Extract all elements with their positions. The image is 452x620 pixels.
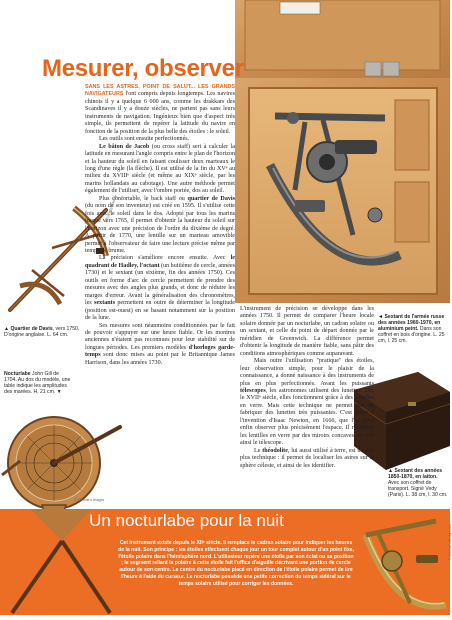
- paragraph-horloges: Ses mesures sont néanmoins conditionnées par le fait de pouvoir s'appuyer sur une heure fiable. Or les montres anciennes n'étaient pas reconnues pour leur stabilité sur de longues périodes. Les premiers modèles d'horloges garde-temps sont donc mises au point par le Britannique James Harrison, dans les années 1730.: [85, 322, 235, 366]
- nocturlabe-photo-credit: © Christie's Images: [74, 498, 105, 502]
- paragraph-davis: Plus confortable, le back staff ou quartier de Davis (du nom de son inventeur) est créé en 1595. Il s'utilise cette fois avec le soleil dans le dos. Adopté par tous les marins jusque vers 1765, il permet d'obtenir la hauteur du soleil sur l'horizon avec une précision de l'ordre du dixième de degré. À partir de 1770, une lentille sur un marteau amovible permet à l'observateur de faire une lecture précise même par temps de brume.: [85, 195, 235, 254]
- article-column-1: [85, 84, 235, 367]
- kicker: SANS LES ASTRES, POINT DE SALUT... LES GRANDS NAVIGATEURS: [85, 84, 235, 98]
- paragraph-precision-instrument: L'instrument de précision se développe dans les années 1750. Il permet de comparer l'heure locale solaire donnée par un nocturlabe, un cadran solaire ou un sextant, et celle du point de départ donnée par le méridien de Greenwich. La différence permet d'obtenir la longitude de manière fiable, sans pâtir des conditions atmosphériques comme auparavant.: [240, 306, 374, 357]
- banner-title: Un nocturlabe pour la nuit: [89, 511, 284, 530]
- nocturlabe-caption: Nocturlabe John Gill de 1704. Au dos du modèle, une table indique les amplitudes des marées. H. 21 cm. ▼: [4, 371, 71, 396]
- sextant-laiton-photo-credit: © Christie's/Bridgeman: [448, 524, 452, 560]
- paragraph-theodolite: Le théodolite, lui aussi utilisé à terre, est un peu plus technique : il permet de localiser les astres sur la sphère céleste, et ainsi de les identifier.: [240, 447, 374, 469]
- paragraph-precision: La précision s'améliore encore ensuite. Avec le quadrant de Hadley, l'octant (un huitième de cercle, années 1730) et le sextant (un sixième, fin des années 1750). Ces outils en forme d'arc de cercle permettent de prendre des mesures avec des angles plus grands, et donc de réduire les marges d'erreur. Avant la généralisation des chronomètres, les sextants permettent en outre de déterminer la longitude (position est-ouest) en se basant notamment sur la position de la lune.: [85, 255, 235, 322]
- paragraph-telescopes: Mais outre l'utilisation "pratique" des étoiles, leur observation simple, pour le plaisir de la connaissance, a donné naissance à des instruments de plus en plus perfectionnés. Avant les puissants télescopes, les astronomes utilisent des lunettes. Dès le XVIIᵉ siècle, elles fonctionnent grâce à des lentilles en verre. Mais cette technique ne permet pas de fabriquer des lunettes très puissantes. C'est grâce à l'invention d'Isaac Newton, en 1666, que l'on peut enfin observer plus précisément l'espace. Il remplace les lentilles en verre par des miroirs concaves, et crée ainsi le télescope.: [240, 358, 374, 447]
- sextant-case-photo: [235, 0, 450, 303]
- paragraph-outils: Les outils sont ensuite perfectionnés.: [99, 136, 190, 143]
- sextant-laiton-caption: ▲ Sextant des années 1850-1870, en laiton. Avec son coffret de transport. Signé Vedy (Paris). L. 38 cm, l. 30 cm.: [388, 468, 448, 499]
- davis-photo-credit: © Sotheby's/Alamy: [104, 194, 118, 224]
- davis-caption: ▲ Quartier de Davis, vers 1750. D'origine anglaise. L. 64 cm.: [4, 326, 80, 339]
- article-title: Mesurer, observer: [42, 55, 244, 82]
- article-column-2: [240, 306, 374, 470]
- banner-text: Cet instrument existe depuis le XIIᵉ siècle. Il remplace le cadran solaire pour indiquer les heures de la nuit. Son principe : les étoiles effectuent chaque jour un tour complet autour d'un point fixe, l'étoile polaire dans l'hémisphère nord. L'utilisateur repère une étoile par son éclat ou sa position ; le segment reliant la polaire à cette étoile fait l'office d'aiguille décrivant une portion de cercle autour de son centre. Le centre du nocturlabe placé en direction de l'étoile polaire permet de lire l'heure à l'aide du curseur. Le nocturlabe possède une petite correction du temps sidéral sur le temps solaire utilisé pour corriger les données.: [118, 540, 354, 587]
- intro-paragraph: SANS LES ASTRES, POINT DE SALUT... LES GRANDS NAVIGATEURS l'ont compris depuis longtemps. Les navires chinois il y a quelque 6 000 ans, comme les drakkars des Scandinaves il y a douze siècles, ne partent pas sans leurs instruments de navigation. Ingénieux bien que d'aspect très simple, ils permettent de repérer la latitude du navire en fonction de la position de la plus belle des étoiles : le soleil.: [85, 84, 236, 135]
- banner-sextant-photo: [356, 515, 450, 615]
- paragraph-jacob: Le bâton de Jacob (ou cross staff) sert à calculer la latitude en mesurant l'angle compris entre le plan de l'horizon et la hauteur du soleil en faisant coulisser deux marteaux le long d'une règle (la flèche). Il est utilisé de la fin du XVᵉ au milieu du XVIIIᵉ siècle (et même au XIXᵉ siècle, par les marins hollandais au cabotage). Une autre méthode permet également de l'utiliser, avec l'ombre portée, dos au soleil.: [85, 143, 236, 195]
- sextant-russe-caption: ◄ Sextant de l'armée russe des années 1960-1970, en aluminium peint. Dans son coffret en bois d'origine. L. 25 cm, l. 25 cm.: [378, 314, 445, 345]
